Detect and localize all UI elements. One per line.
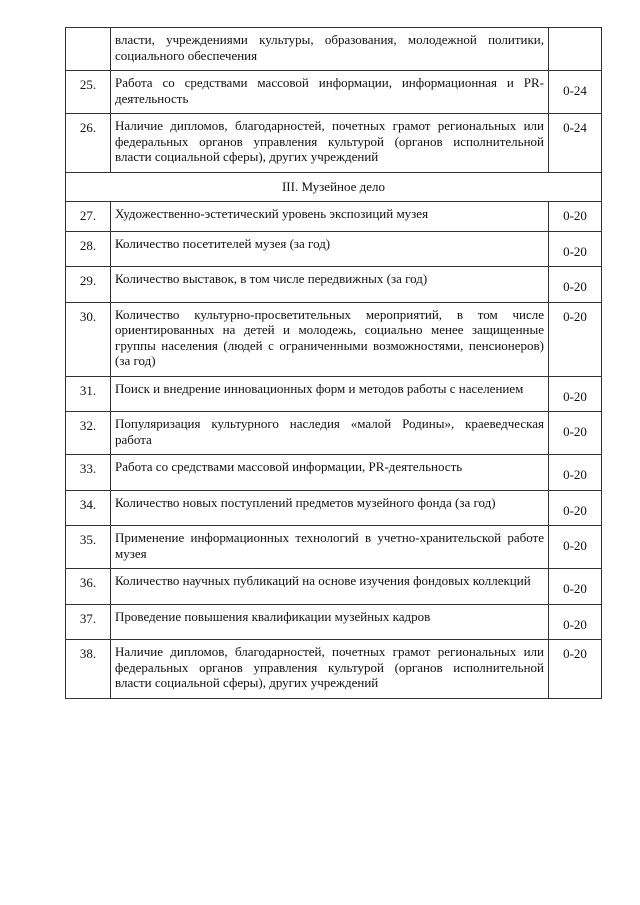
- criterion-text: Количество выставок, в том числе передвижных (за год): [111, 267, 549, 303]
- row-number: 36.: [66, 569, 111, 605]
- table-row: [66, 490, 602, 526]
- table-row: [66, 267, 602, 303]
- criterion-text: Поиск и внедрение инновационных форм и методов работы с населением: [111, 376, 549, 412]
- row-number: 32.: [66, 412, 111, 455]
- criterion-text: Работа со средствами массовой информации, PR-деятельность: [111, 455, 549, 491]
- table-row: [66, 526, 602, 569]
- table-row: [66, 202, 602, 232]
- score-range: 0-20: [549, 412, 602, 455]
- table-row: [66, 412, 602, 455]
- row-number: 33.: [66, 455, 111, 491]
- row-number: 29.: [66, 267, 111, 303]
- row-number: 38.: [66, 640, 111, 699]
- table-row: [66, 71, 602, 114]
- criterion-text: Количество научных публикаций на основе изучения фондовых коллекций: [111, 569, 549, 605]
- criterion-text: Наличие дипломов, благодарностей, почетных грамот региональных или федеральных органов управления культурой (органов исполнительной власти социальной сферы), других учреждений: [111, 114, 549, 173]
- table-row: [66, 569, 602, 605]
- row-number: 28.: [66, 231, 111, 267]
- table-row: [66, 640, 602, 699]
- score-range: 0-20: [549, 490, 602, 526]
- table-row: [66, 376, 602, 412]
- section-title: III. Музейное дело: [66, 172, 602, 202]
- table-row: [66, 28, 602, 71]
- row-number: 26.: [66, 114, 111, 173]
- score-range: 0-24: [549, 114, 602, 173]
- criterion-text: Количество культурно-просветительных мероприятий, в том числе ориентированных на детей и молодежь, социально менее защищенные группы населения (людей с ограниченными возможностями, пенсионеров) (за год): [111, 302, 549, 376]
- criterion-text: Количество новых поступлений предметов музейного фонда (за год): [111, 490, 549, 526]
- criterion-text: Применение информационных технологий в учетно-хранительской работе музея: [111, 526, 549, 569]
- score-range: 0-20: [549, 302, 602, 376]
- score-range: 0-20: [549, 604, 602, 640]
- row-number: 35.: [66, 526, 111, 569]
- table-row: [66, 302, 602, 376]
- row-number: 27.: [66, 202, 111, 232]
- score-range: 0-20: [549, 267, 602, 303]
- table-row: [66, 114, 602, 173]
- score-range: 0-20: [549, 455, 602, 491]
- criteria-table: [65, 27, 602, 699]
- criterion-text: Работа со средствами массовой информации, информационная и PR-деятельность: [111, 71, 549, 114]
- row-number: 30.: [66, 302, 111, 376]
- criterion-text: Художественно-эстетический уровень экспозиций музея: [111, 202, 549, 232]
- criterion-text: Наличие дипломов, благодарностей, почетных грамот региональных или федеральных органов управления культурой (органов исполнительной власти социальной сферы), других учреждений: [111, 640, 549, 699]
- criterion-text: Проведение повышения квалификации музейных кадров: [111, 604, 549, 640]
- score-range: 0-20: [549, 376, 602, 412]
- row-number: [66, 28, 111, 71]
- row-number: 31.: [66, 376, 111, 412]
- row-number: 34.: [66, 490, 111, 526]
- criterion-text: Количество посетителей музея (за год): [111, 231, 549, 267]
- criterion-text: Популяризация культурного наследия «малой Родины», краеведческая работа: [111, 412, 549, 455]
- score-range: 0-24: [549, 71, 602, 114]
- table-row: [66, 231, 602, 267]
- score-range: [549, 28, 602, 71]
- table-row: [66, 604, 602, 640]
- score-range: 0-20: [549, 526, 602, 569]
- row-number: 25.: [66, 71, 111, 114]
- score-range: 0-20: [549, 640, 602, 699]
- criteria-table-body: [66, 28, 602, 699]
- section-row: [66, 172, 602, 202]
- row-number: 37.: [66, 604, 111, 640]
- score-range: 0-20: [549, 569, 602, 605]
- score-range: 0-20: [549, 231, 602, 267]
- score-range: 0-20: [549, 202, 602, 232]
- table-row: [66, 455, 602, 491]
- criterion-text: власти, учреждениями культуры, образования, молодежной политики, социального обеспечения: [111, 28, 549, 71]
